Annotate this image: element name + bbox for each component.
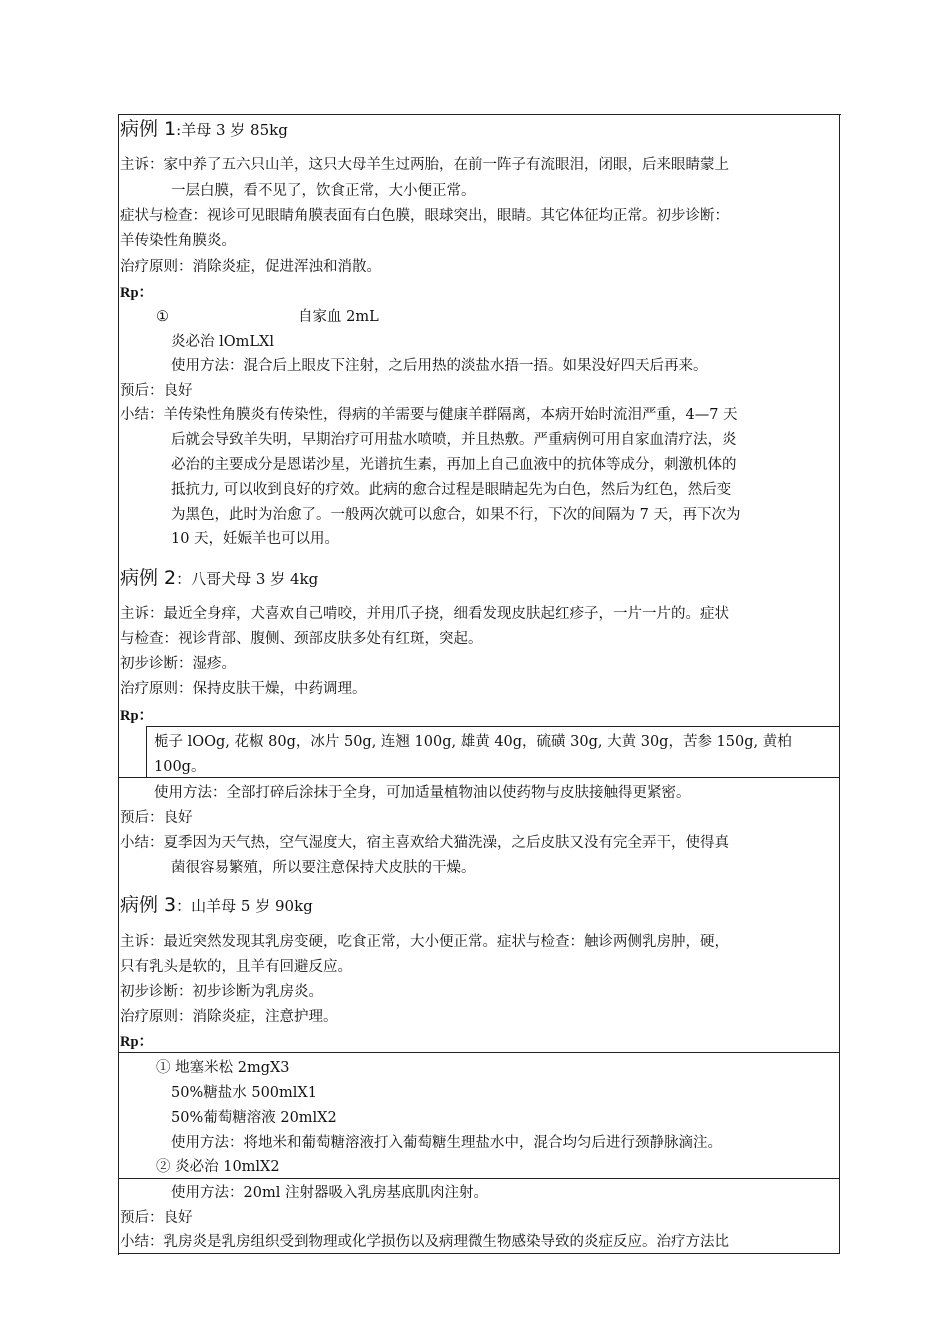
case2-principle: 治疗原则：保持皮肤干燥，中药调理。 [120, 681, 367, 697]
case3-prognosis: 预后：良好 [120, 1210, 193, 1226]
case1-prognosis: 预后：良好 [120, 383, 193, 399]
case1-summary-line: 后就会导致羊失明，早期治疗可用盐水喷喷，并且热敷。严重病例可用自家血清疗法，炎 [171, 432, 737, 448]
case3-principle: 治疗原则：消除炎症，注意护理。 [120, 1009, 338, 1025]
case3-title-detail: ：山羊母 5 岁 90kg [176, 897, 313, 915]
case1-principle: 治疗原则：消除炎症，促进浑浊和消散。 [120, 259, 381, 275]
case2-usage: 使用方法：全部打碎后涂抹于全身，可加适量植物油以使药物与皮肤接触得更紧密。 [154, 785, 691, 801]
case1-drug-1: 自家血 2mL [298, 309, 379, 325]
case3-complaint: 主诉：最近突然发现其乳房变硬，吃食正常，大小便正常。症状与检查：触诊两侧乳房肿，硬， [120, 934, 729, 950]
case1-summary: 小结：羊传染性角膜炎有传染性，得病的羊需要与健康羊群隔离，本病开始时流泪严重，4—7 天 [120, 407, 738, 423]
case2-drug-list: 栀子 lOOg, 花椒 80g，冰片 50g, 连翘 100g, 雄黄 40g，硫磺 30g, 大黄 30g，苦参 150g, 黄柏 [154, 734, 792, 750]
case1-title-label: 病例 1 [120, 118, 177, 140]
case3-title-label: 病例 3 [120, 894, 177, 916]
table-bottom-border [118, 1253, 840, 1254]
rule-line [146, 726, 840, 727]
case1-usage: 使用方法：混合后上眼皮下注射，之后用热的淡盐水捂一捂。如果没好四天后再来。 [171, 358, 708, 374]
case1-complaint: 主诉：家中养了五六只山羊，这只大母羊生过两胎，在前一阵子有流眼泪，闭眼，后来眼睛蒙上 [120, 157, 729, 173]
table-right-border [839, 114, 840, 1254]
case2-title-detail: ：八哥犬母 3 岁 4kg [176, 570, 319, 588]
case1-summary-line: 必治的主要成分是恩诺沙星，光谱抗生素，再加上自己血液中的抗体等成分，刺激机体的 [171, 457, 737, 473]
rule-line [118, 777, 840, 778]
case3-usage-1: 使用方法：将地米和葡萄糖溶液打入葡萄糖生理盐水中，混合均匀后进行颈静脉滴注。 [171, 1135, 722, 1151]
case2-drug-list-cont: 100g。 [154, 759, 206, 775]
case3-drug-4: ② 炎必治 10mlX2 [156, 1159, 280, 1175]
case1-summary-line: 抵抗力, 可以收到良好的疗效。此病的愈合过程是眼睛起先为白色，然后为红色，然后变 [171, 482, 732, 498]
case2-diagnosis: 初步诊断：湿疹。 [120, 656, 236, 672]
case2-summary-line: 菌很容易繁殖，所以要注意保持犬皮肤的干燥。 [171, 860, 476, 876]
case3-drug-2: 50%糖盐水 500mlX1 [171, 1085, 317, 1101]
case2-prognosis: 预后：良好 [120, 810, 193, 826]
case3-diagnosis: 初步诊断：初步诊断为乳房炎。 [120, 984, 323, 1000]
case1-complaint-cont: 一层白膜，看不见了，饮食正常，大小便正常。 [171, 183, 476, 199]
case1-title-detail: :羊母 3 岁 85kg [176, 121, 288, 139]
case3-complaint-cont: 只有乳头是软的，且羊有回避反应。 [120, 959, 352, 975]
case3-summary: 小结：乳房炎是乳房组织受到物理或化学损伤以及病理微生物感染导致的炎症反应。治疗方法比 [120, 1234, 729, 1250]
case3-usage-2: 使用方法：20ml 注射器吸入乳房基底肌肉注射。 [171, 1185, 488, 1201]
case1-symptoms: 症状与检查：视诊可见眼睛角膜表面有白色膜，眼球突出，眼睛。其它体征均正常。初步诊断： [120, 208, 729, 224]
case1-summary-line: 10 天，妊娠羊也可以用。 [171, 531, 340, 547]
case1-summary-line: 为黑色，此时为治愈了。一般两次就可以愈合，如果不行，下次的间隔为 7 天，再下次为 [171, 507, 741, 523]
case3-rp: Rp： [120, 1034, 154, 1050]
case3-drug-3: 50%葡萄糖溶液 20mlX2 [171, 1110, 337, 1126]
case1-drug-number: ① [156, 309, 169, 325]
case2-complaint-cont: 与检查：视诊背部、腹侧、颈部皮肤多处有红斑，突起。 [120, 631, 483, 647]
case2-complaint: 主诉：最近全身痒，犬喜欢自己啃咬，并用爪子挠，细看发现皮肤起红疹子，一片一片的。症状 [120, 606, 729, 622]
case2-rp: Rp： [120, 708, 154, 724]
case1-rp: Rp： [120, 285, 154, 301]
case2-summary: 小结：夏季因为天气热，空气湿度大，宿主喜欢给犬猫洗澡，之后皮肤又没有完全弄干，使得真 [120, 835, 729, 851]
case1-drug-2: 炎必治 lOmLXl [171, 334, 274, 350]
case1-diagnosis: 羊传染性角膜炎。 [120, 233, 236, 249]
case2-title [120, 566, 318, 591]
case3-drug-1: ① 地塞米松 2mgX3 [156, 1060, 290, 1076]
case3-title [120, 893, 313, 918]
rule-line [146, 726, 147, 777]
case1-title [120, 117, 288, 142]
rule-line [118, 1178, 840, 1179]
rule-line [118, 1052, 840, 1053]
case2-title-label: 病例 2 [120, 567, 177, 589]
